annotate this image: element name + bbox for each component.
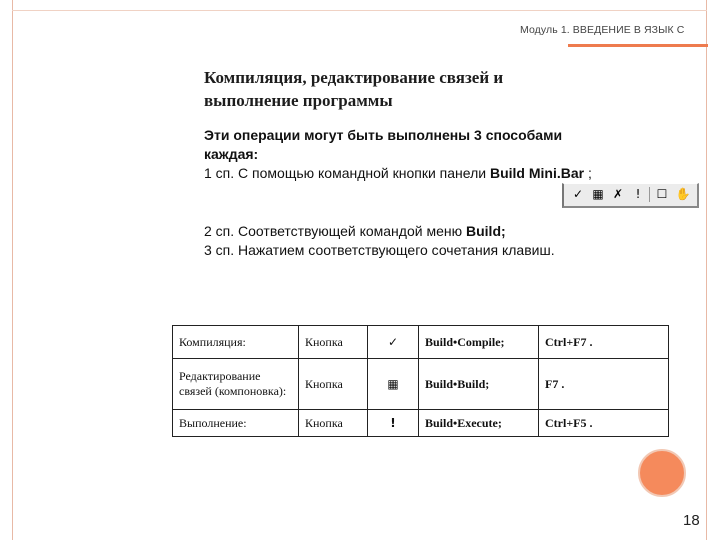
execute-icon[interactable]: !: [635, 187, 641, 201]
method-1-prefix: 1 сп. С помощью командной кнопки панели: [204, 165, 490, 181]
hand-icon[interactable]: ✋: [675, 187, 691, 201]
hotkey-cell: Ctrl+F5 .: [539, 410, 669, 437]
method-2-line: [204, 222, 704, 241]
slide-title-line-2: выполнение программы: [204, 91, 393, 110]
operation-cell: Выполнение:: [173, 410, 299, 437]
intro-line-1: Эти операции могут быть выполнены 3 способами: [204, 127, 563, 143]
method-1-suffix: ;: [584, 165, 592, 181]
table-row: [173, 326, 669, 359]
build-icon[interactable]: ▦: [592, 187, 604, 201]
decorative-circle: [638, 449, 686, 497]
operations-table: [172, 325, 669, 437]
method-1-toolbar-name: Build Mini.Bar: [489, 165, 585, 181]
breakpoint-icon[interactable]: ☐: [656, 187, 668, 201]
hotkey-cell: F7 .: [539, 359, 669, 410]
menu-command-cell: Build•Compile;: [419, 326, 539, 359]
menu-command-cell: Build•Build;: [419, 359, 539, 410]
compile-icon[interactable]: ✓: [572, 187, 584, 201]
compile-icon: ✓: [368, 326, 419, 359]
module-header: Модуль 1. ВВЕДЕНИЕ В ЯЗЫК С: [520, 24, 685, 36]
frame-left-border: [12, 0, 13, 540]
page-number: 18: [683, 512, 700, 529]
build-minibar-toolbar: [562, 183, 699, 208]
menu-command-cell: Build•Execute;: [419, 410, 539, 437]
stop-build-icon[interactable]: ✗: [612, 187, 624, 201]
toolbar-separator: [649, 187, 650, 202]
method-2-prefix: 2 сп. Соответствующей командой меню: [204, 223, 466, 239]
button-word-cell: Кнопка: [299, 359, 368, 410]
execute-icon: !: [368, 410, 419, 437]
header-accent-rule: [568, 44, 708, 47]
table-row: [173, 359, 669, 410]
intro-paragraph: [204, 126, 704, 183]
operation-cell: Редактирование связей (компоновка):: [173, 359, 299, 410]
button-word-cell: Кнопка: [299, 410, 368, 437]
frame-top-border: [12, 10, 707, 11]
intro-line-2: каждая:: [204, 146, 259, 162]
hotkey-cell: Ctrl+F7 .: [539, 326, 669, 359]
frame-right-border: [706, 0, 707, 540]
slide-title: [204, 66, 644, 112]
operation-cell: Компиляция:: [173, 326, 299, 359]
methods-paragraph: [204, 222, 704, 260]
table-row: [173, 410, 669, 437]
method-3-line: 3 сп. Нажатием соответствующего сочетания клавиш.: [204, 242, 555, 258]
button-word-cell: Кнопка: [299, 326, 368, 359]
build-icon: ▦: [368, 359, 419, 410]
method-2-menu-name: Build;: [466, 223, 506, 239]
slide-title-line-1: Компиляция, редактирование связей и: [204, 68, 504, 87]
method-1-line: [204, 164, 704, 183]
